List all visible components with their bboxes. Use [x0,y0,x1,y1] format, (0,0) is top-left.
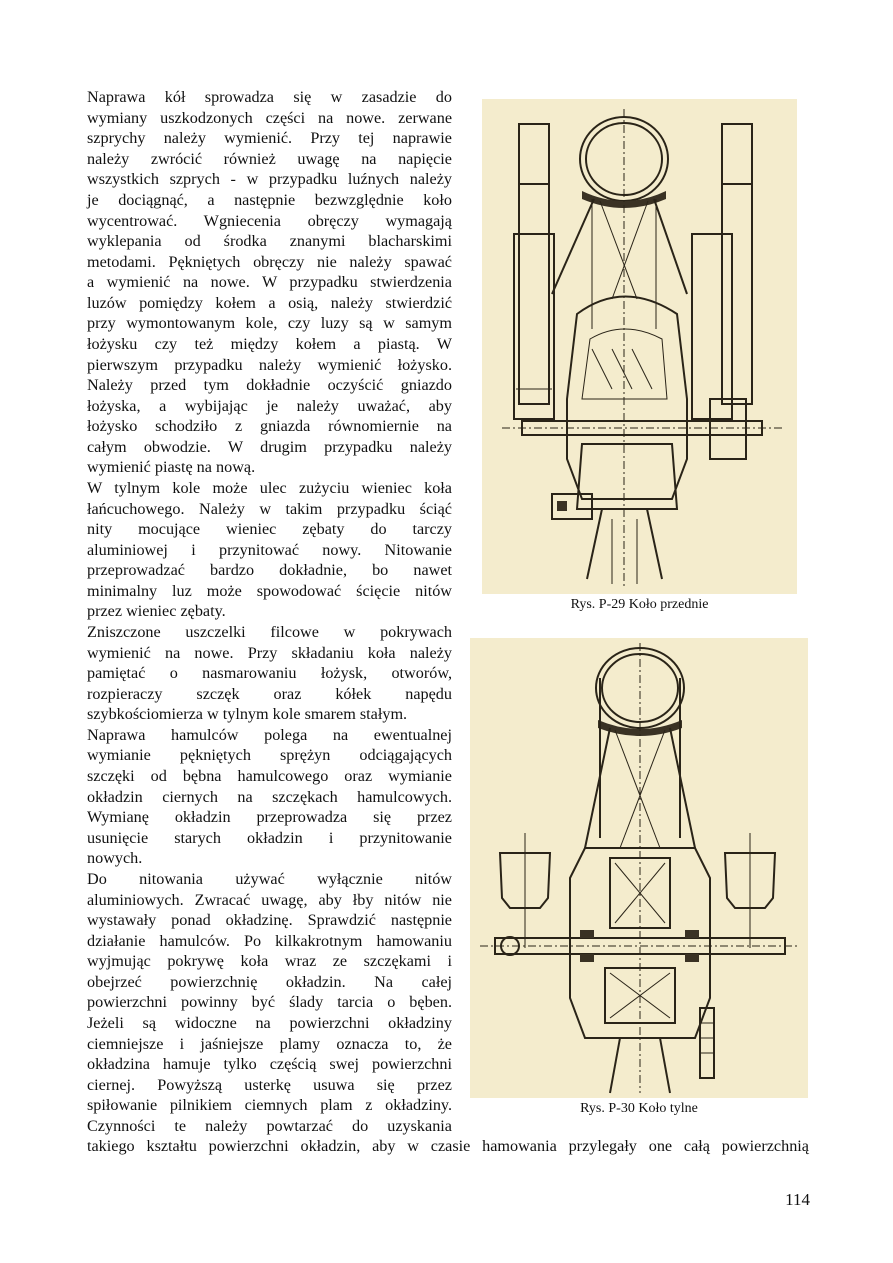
text-line: wymienić na nowe. Przy składaniu koła należy [87,644,452,662]
page-number: 114 [785,1190,810,1209]
text-line: Należy przed tym dokładnie oczyścić gniazdo [87,376,452,394]
text-line: spiłowanie pilnikiem ciemnych plam z okładziny. [87,1096,452,1114]
text-line: W tylnym kole może ulec zużyciu wieniec koła [87,479,452,497]
text-line: Jeżeli są widoczne na powierzchni okładziny [87,1014,452,1032]
text-line: pamiętać o nasmarowaniu łożysk, otworów, [87,664,452,682]
text-line: przy wymontowanym kole, czy luzy są w samym [87,314,452,332]
text-line: łańcuchowego. Należy w takim przypadku ściąć [87,500,452,518]
text-line: działanie hamulców. Po kilkakrotnym hamowaniu [87,932,452,950]
text-line: rozpieraczy szczęk oraz kółek napędu [87,685,452,703]
text-line: przez wieniec zębaty. [87,602,226,620]
text-line: przeprowadzać bardzo dokładnie, bo nawet [87,561,452,579]
text-line: Zniszczone uszczelki filcowe w pokrywach [87,623,452,641]
text-line: łożysku czy też między kołem a piastą. W [87,335,452,353]
text-line: wycentrować. Wgniecenia obręczy wymagają [87,212,452,230]
rear-wheel-caption: Rys. P-30 Koło tylne [580,1101,698,1116]
text-line: okładzina hamuje tylko częścią swej powierzchni [87,1055,452,1073]
text-line: usunięcie starych okładzin i przynitowanie [87,829,452,847]
text-line: aluminiowych. Zwracać uwagę, aby łby nitów nie [87,891,452,909]
text-line: metodami. Pękniętych obręczy nie należy spawać [87,253,452,271]
front-wheel-caption: Rys. P-29 Koło przednie [570,597,709,612]
text-line: szprychy należy wymienić. Przy tej naprawie [87,129,452,147]
text-line: okładzin ciernych na szczękach hamulcowych. [87,788,452,806]
text-line: minimalny luz może spowodować ścięcie nitów [87,582,452,600]
text-line: nity mocujące wieniec zębaty do tarczy [87,520,452,538]
text-line: wyklepania od środka znanymi blacharskimi [87,232,452,250]
rear-wheel-drawing-icon [470,638,808,1098]
text-line: szybkościomierza w tylnym kole smarem stałym. [87,705,408,723]
text-line: powierzchni powinny być ślady tarcia o bęben. [87,993,452,1011]
text-line: nowych. [87,849,143,867]
text-line: obejrzeć powierzchnię okładzin. Na całej [87,973,452,991]
text-line: należy zwrócić również uwagę na napięcie [87,150,452,168]
front-wheel-figure [482,99,797,594]
text-line: ciernej. Powyższą usterkę usuwa się przez [87,1076,452,1094]
text-line: a wymienić na nowe. W przypadku stwierdzenia [87,273,452,291]
text-line: wymianie pękniętych sprężyn odciągających [87,746,452,764]
text-line: pierwszym przypadku należy wymienić łożysko. [87,356,452,374]
text-line: Czynności te należy powtarzać do uzyskania [87,1117,452,1135]
text-line: je dociągnąć, a następnie bezwzględnie koło [87,191,452,209]
text-line: Wymianę okładzin przeprowadza się przez [87,808,452,826]
text-line: Naprawa kół sprowadza się w zasadzie do [87,88,452,106]
text-line: wyjmując pokrywę koła wraz ze szczękami i [87,952,452,970]
text-line: wystawały ponad okładzinę. Sprawdzić następnie [87,911,452,929]
text-line: wymienić piastę na nową. [87,458,256,476]
text-line: łożysko schodziło z gniazda równomiernie na [87,417,452,435]
text-line: wymiany uszkodzonych części na nowe. zerwane [87,109,452,127]
text-line: łożyska, a wybijając je należy uważać, aby [87,397,452,415]
text-line: wszystkich szprych - w przypadku luźnych należy [87,170,452,188]
text-line: ciemniejsze i jaśniejsze plamy oznacza to, że [87,1035,452,1053]
rear-wheel-figure [470,638,808,1098]
text-line: szczęki od bębna hamulcowego oraz wymianie [87,767,452,785]
front-wheel-drawing-icon [482,99,797,594]
text-line: aluminiowej i przynitować nowy. Nitowanie [87,541,452,559]
text-line: całym obwodzie. W drugim przypadku należy [87,438,452,456]
text-line: Do nitowania używać wyłącznie nitów [87,870,452,888]
text-line: takiego kształtu powierzchni okładzin, aby w czasie hamowania przylegały one całą powierzchnią [87,1137,809,1155]
text-line: luzów pomiędzy kołem a osią, należy stwierdzić [87,294,452,312]
text-line: Naprawa hamulców polega na ewentualnej [87,726,452,744]
